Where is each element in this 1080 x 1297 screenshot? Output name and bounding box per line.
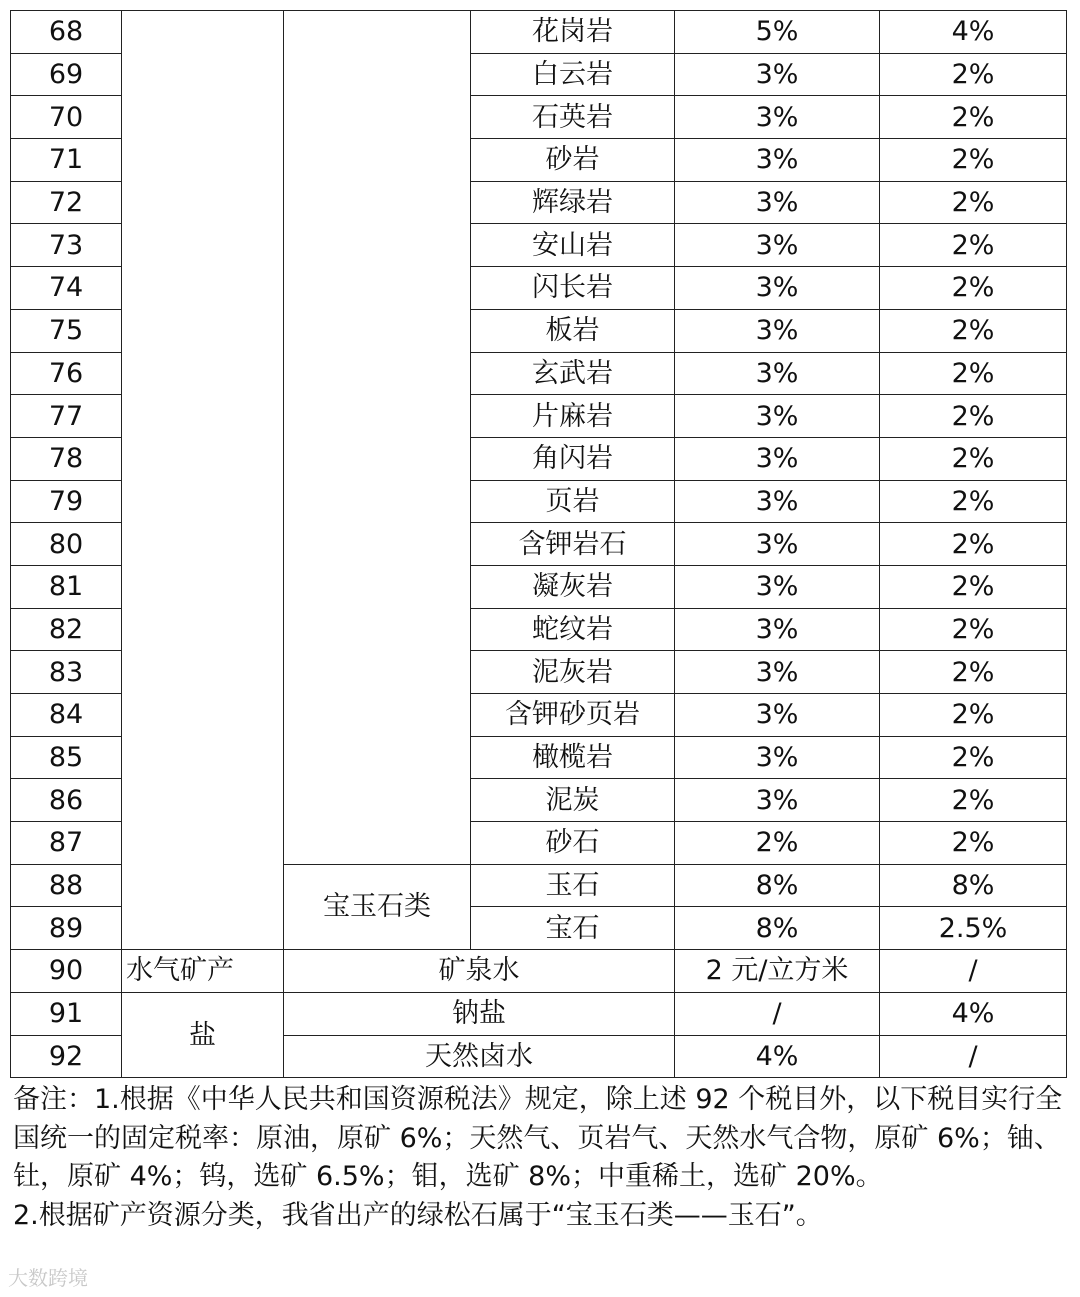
- mineral-name: 含钾岩石: [471, 523, 675, 566]
- rate-primary: 2%: [675, 822, 880, 865]
- table-row: [11, 11, 1067, 54]
- mineral-name: 蛇纹岩: [471, 608, 675, 651]
- rate-primary: 3%: [675, 523, 880, 566]
- rate-primary: 3%: [675, 352, 880, 395]
- rate-secondary: 2%: [880, 96, 1067, 139]
- mineral-name: 辉绿岩: [471, 181, 675, 224]
- mineral-name: 橄榄岩: [471, 736, 675, 779]
- category-salt: 盐: [122, 992, 284, 1077]
- rate-secondary: /: [880, 950, 1067, 993]
- mineral-name: 花岗岩: [471, 11, 675, 54]
- mineral-name: 石英岩: [471, 96, 675, 139]
- row-number: 71: [11, 139, 122, 182]
- row-number: 79: [11, 480, 122, 523]
- rate-secondary: 2%: [880, 224, 1067, 267]
- rate-secondary: 2%: [880, 480, 1067, 523]
- watermark: 大数跨境: [8, 1266, 88, 1290]
- row-number: 91: [11, 992, 122, 1035]
- mineral-name: 板岩: [471, 309, 675, 352]
- rate-primary: 3%: [675, 224, 880, 267]
- rate-primary: 3%: [675, 53, 880, 96]
- rate-primary: 2 元/立方米: [675, 950, 880, 993]
- rate-primary: 8%: [675, 907, 880, 950]
- mineral-name: 矿泉水: [284, 950, 675, 993]
- remark-2: 2.根据矿产资源分类，我省出产的绿松石属于“宝玉石类——玉石”。: [13, 1199, 823, 1231]
- row-number: 76: [11, 352, 122, 395]
- row-number: 69: [11, 53, 122, 96]
- row-number: 92: [11, 1035, 122, 1078]
- mineral-name: 宝石: [471, 907, 675, 950]
- row-number: 70: [11, 96, 122, 139]
- rate-secondary: 4%: [880, 992, 1067, 1035]
- row-number: 81: [11, 565, 122, 608]
- mineral-name: 砂岩: [471, 139, 675, 182]
- mineral-name: 天然卤水: [284, 1035, 675, 1078]
- rate-primary: 3%: [675, 309, 880, 352]
- category-cell-blank: [122, 11, 284, 950]
- rate-secondary: 2%: [880, 694, 1067, 737]
- table-row: [11, 950, 1067, 993]
- rate-secondary: 2%: [880, 181, 1067, 224]
- mineral-name: 泥炭: [471, 779, 675, 822]
- rate-primary: 3%: [675, 736, 880, 779]
- rate-secondary: 2%: [880, 822, 1067, 865]
- rate-primary: 3%: [675, 480, 880, 523]
- rate-primary: 3%: [675, 181, 880, 224]
- rate-secondary: 2%: [880, 53, 1067, 96]
- rate-primary: 3%: [675, 267, 880, 310]
- subcategory-gem: 宝玉石类: [284, 864, 471, 949]
- rate-primary: 3%: [675, 96, 880, 139]
- rate-primary: /: [675, 992, 880, 1035]
- rate-secondary: 2%: [880, 523, 1067, 566]
- tax-rate-table: [10, 10, 1067, 1078]
- row-number: 78: [11, 437, 122, 480]
- row-number: 77: [11, 395, 122, 438]
- mineral-name: 砂石: [471, 822, 675, 865]
- remark-1: 备注：1.根据《中华人民共和国资源税法》规定，除上述 92 个税目外，以下税目实行全国统一的固定税率：原油，原矿 6%；天然气、页岩气、天然水气合物，原矿 6%；铀、钍，原矿 4%；钨，选矿 6.5%；钼，选矿 8%；中重稀土，选矿 20%。: [13, 1084, 1063, 1192]
- row-number: 87: [11, 822, 122, 865]
- rate-secondary: 4%: [880, 11, 1067, 54]
- table-body: [11, 11, 1067, 1078]
- rate-secondary: 2%: [880, 651, 1067, 694]
- mineral-name: 含钾砂页岩: [471, 694, 675, 737]
- row-number: 68: [11, 11, 122, 54]
- rate-primary: 3%: [675, 779, 880, 822]
- rate-primary: 8%: [675, 864, 880, 907]
- rate-primary: 3%: [675, 139, 880, 182]
- row-number: 73: [11, 224, 122, 267]
- table-row: [11, 992, 1067, 1035]
- rate-primary: 3%: [675, 608, 880, 651]
- mineral-name: 安山岩: [471, 224, 675, 267]
- rate-secondary: 2%: [880, 736, 1067, 779]
- category-water-gas: 水气矿产: [122, 950, 284, 993]
- row-number: 80: [11, 523, 122, 566]
- rate-secondary: 2%: [880, 309, 1067, 352]
- rate-secondary: 8%: [880, 864, 1067, 907]
- rate-secondary: 2%: [880, 395, 1067, 438]
- mineral-name: 凝灰岩: [471, 565, 675, 608]
- rate-primary: 3%: [675, 565, 880, 608]
- remarks: [13, 1081, 1073, 1235]
- subcategory-cell-blank: [284, 11, 471, 865]
- row-number: 85: [11, 736, 122, 779]
- mineral-name: 钠盐: [284, 992, 675, 1035]
- row-number: 82: [11, 608, 122, 651]
- mineral-name: 玉石: [471, 864, 675, 907]
- row-number: 84: [11, 694, 122, 737]
- row-number: 75: [11, 309, 122, 352]
- rate-secondary: 2%: [880, 565, 1067, 608]
- row-number: 72: [11, 181, 122, 224]
- row-number: 89: [11, 907, 122, 950]
- row-number: 88: [11, 864, 122, 907]
- rate-primary: 3%: [675, 651, 880, 694]
- mineral-name: 页岩: [471, 480, 675, 523]
- mineral-name: 泥灰岩: [471, 651, 675, 694]
- rate-secondary: 2%: [880, 608, 1067, 651]
- rate-primary: 3%: [675, 395, 880, 438]
- rate-primary: 5%: [675, 11, 880, 54]
- mineral-name: 角闪岩: [471, 437, 675, 480]
- rate-primary: 3%: [675, 694, 880, 737]
- row-number: 86: [11, 779, 122, 822]
- row-number: 90: [11, 950, 122, 993]
- mineral-name: 闪长岩: [471, 267, 675, 310]
- rate-secondary: 2%: [880, 352, 1067, 395]
- mineral-name: 玄武岩: [471, 352, 675, 395]
- rate-secondary: 2%: [880, 779, 1067, 822]
- row-number: 83: [11, 651, 122, 694]
- rate-secondary: 2%: [880, 437, 1067, 480]
- rate-secondary: 2.5%: [880, 907, 1067, 950]
- row-number: 74: [11, 267, 122, 310]
- mineral-name: 片麻岩: [471, 395, 675, 438]
- rate-primary: 3%: [675, 437, 880, 480]
- rate-primary: 4%: [675, 1035, 880, 1078]
- rate-secondary: 2%: [880, 267, 1067, 310]
- mineral-name: 白云岩: [471, 53, 675, 96]
- rate-secondary: 2%: [880, 139, 1067, 182]
- rate-secondary: /: [880, 1035, 1067, 1078]
